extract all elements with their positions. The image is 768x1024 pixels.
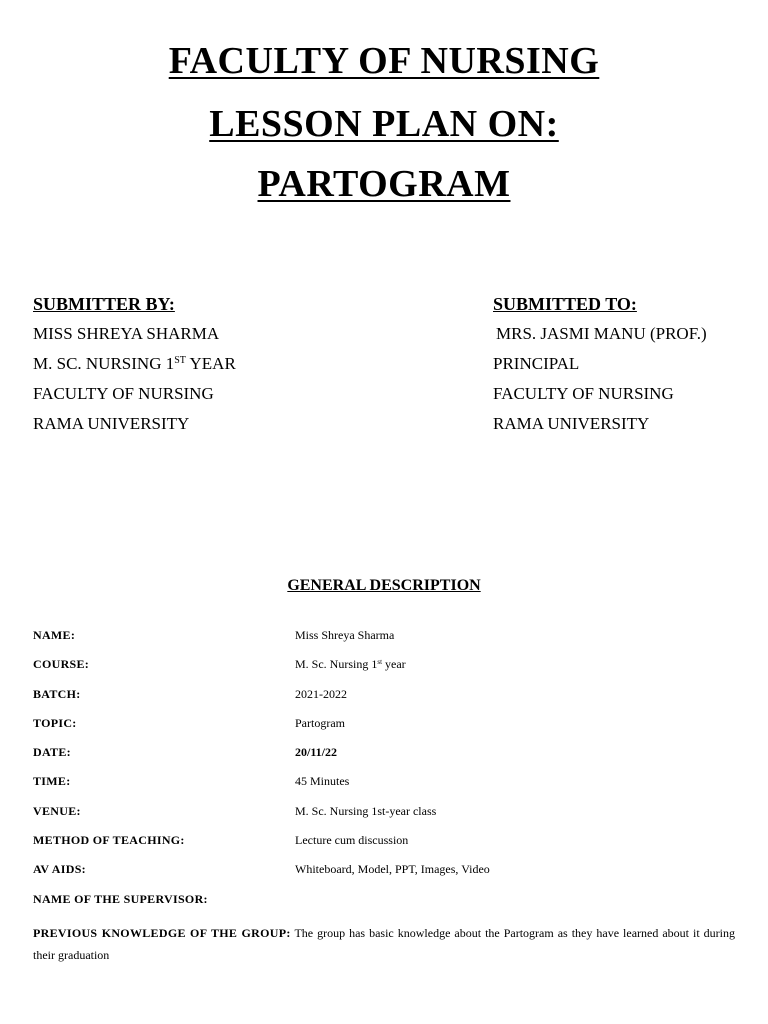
row-time bbox=[33, 768, 735, 797]
venue-value: M. Sc. Nursing 1st-year class bbox=[295, 803, 437, 818]
date-value: 20/11/22 bbox=[295, 745, 338, 760]
method-label: METHOD OF TEACHING: bbox=[33, 833, 185, 848]
date-label: DATE: bbox=[33, 745, 71, 760]
av-aids-label: AV AIDS: bbox=[33, 862, 86, 877]
course-label: COURSE: bbox=[33, 657, 90, 672]
course-value bbox=[295, 657, 406, 672]
submitter-course-suffix: YEAR bbox=[185, 354, 236, 373]
document-title-line-2: LESSON PLAN ON: bbox=[209, 103, 559, 145]
name-label: NAME: bbox=[33, 628, 76, 642]
previous-knowledge-value: The group has basic knowledge about the Partogram as they have learned about it during their graduation bbox=[33, 926, 735, 962]
submitter-faculty: FACULTY OF NURSING bbox=[33, 384, 214, 403]
row-name bbox=[33, 622, 735, 651]
row-method bbox=[33, 827, 735, 856]
submitter-heading: SUBMITTER BY: bbox=[33, 294, 175, 314]
time-value: 45 Minutes bbox=[295, 774, 350, 789]
course-value-prefix: M. Sc. Nursing 1 bbox=[295, 657, 378, 672]
submitter-name: MISS SHREYA SHARMA bbox=[33, 324, 220, 343]
time-label: TIME: bbox=[33, 774, 71, 789]
course-value-suffix: year bbox=[382, 657, 406, 672]
name-value: Miss Shreya Sharma bbox=[295, 628, 395, 642]
submitter-course bbox=[33, 349, 236, 379]
submitter-course-sup: ST bbox=[174, 355, 186, 366]
document-title-line-1: FACULTY OF NURSING bbox=[168, 40, 600, 82]
row-av-aids bbox=[33, 856, 735, 885]
row-supervisor bbox=[33, 886, 735, 915]
submitter-course-prefix: M. SC. NURSING 1 bbox=[33, 354, 175, 373]
course-value-sup: st bbox=[377, 658, 383, 667]
document-title-line-3: PARTOGRAM bbox=[257, 163, 511, 205]
general-description-heading: GENERAL DESCRIPTION bbox=[287, 577, 481, 594]
previous-knowledge bbox=[33, 922, 735, 966]
topic-label: TOPIC: bbox=[33, 715, 77, 730]
general-description-table bbox=[33, 622, 735, 915]
topic-value: Partogram bbox=[295, 715, 345, 730]
row-batch bbox=[33, 681, 735, 710]
submitted-to-block bbox=[493, 289, 707, 439]
av-aids-value: Whiteboard, Model, PPT, Images, Video bbox=[295, 862, 490, 877]
submitted-to-faculty: FACULTY OF NURSING bbox=[493, 384, 674, 403]
venue-label: VENUE: bbox=[33, 803, 81, 818]
row-topic bbox=[33, 710, 735, 739]
row-course bbox=[33, 651, 735, 680]
previous-knowledge-label: PREVIOUS KNOWLEDGE OF THE GROUP: bbox=[33, 926, 291, 940]
row-date bbox=[33, 739, 735, 768]
method-value: Lecture cum discussion bbox=[295, 833, 409, 848]
supervisor-label: NAME OF THE SUPERVISOR: bbox=[33, 891, 208, 906]
submitted-to-name: MRS. JASMI MANU (PROF.) bbox=[496, 324, 707, 343]
submitter-university: RAMA UNIVERSITY bbox=[33, 414, 190, 433]
row-venue bbox=[33, 798, 735, 827]
submitter-block bbox=[33, 289, 236, 439]
submitted-to-university: RAMA UNIVERSITY bbox=[493, 414, 650, 433]
batch-value: 2021-2022 bbox=[295, 686, 347, 701]
submitted-to-designation: PRINCIPAL bbox=[493, 354, 580, 373]
submitted-to-heading: SUBMITTED TO: bbox=[493, 294, 637, 314]
batch-label: BATCH: bbox=[33, 686, 81, 701]
